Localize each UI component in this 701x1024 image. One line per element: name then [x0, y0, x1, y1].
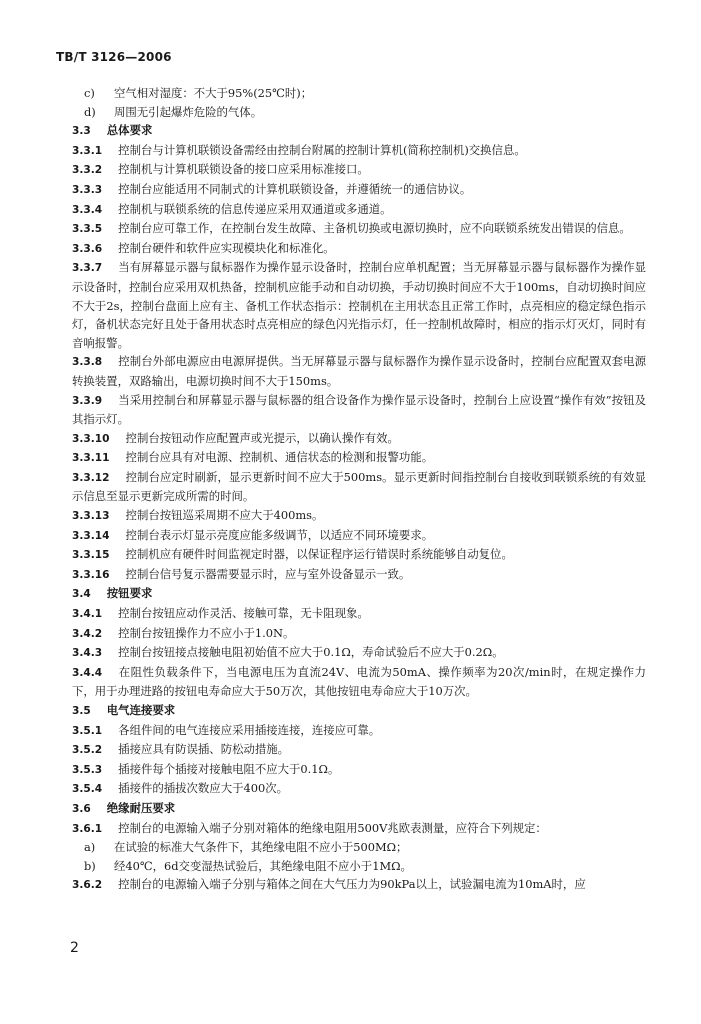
clause-text: 控制台与计算机联锁设备需经由控制台附属的控制计算机(简称控制机)交换信息。	[118, 142, 526, 157]
clause-number: 3.3.6	[72, 242, 103, 255]
section-number: 3.4	[72, 588, 91, 601]
clause-number: 3.4.4	[72, 666, 103, 679]
clause-number: 3.6.2	[72, 879, 103, 892]
clause-number: 3.5.2	[72, 744, 103, 757]
clause-number: 3.3.8	[72, 356, 103, 369]
clause-number: 3.3.14	[72, 529, 110, 542]
clause-item	[72, 258, 646, 352]
clause-number: 3.3.1	[72, 144, 103, 157]
subitem-text: 经40℃，6d交变湿热试验后，其绝缘电阻不应小于1MΩ。	[114, 858, 412, 873]
list-subitem	[72, 103, 646, 122]
section-heading	[72, 799, 646, 819]
clause-number: 3.3.2	[72, 164, 103, 177]
clause-item	[72, 468, 646, 506]
clause-item	[72, 760, 646, 780]
section-number: 3.5	[72, 705, 91, 717]
clause-item	[72, 604, 646, 624]
clause-text: 控制机与计算机联锁设备的接口应采用标准接口。	[118, 162, 369, 177]
clause-item	[72, 779, 646, 799]
section-title: 按钮要求	[106, 586, 153, 601]
clause-item	[72, 506, 646, 526]
clause-item	[72, 160, 646, 180]
clause-item	[72, 624, 646, 644]
clause-text: 控制台信号复示器需要显示时，应与室外设备显示一致。	[125, 566, 411, 581]
clause-number: 3.4.3	[72, 647, 103, 660]
clause-text: 控制台的电源输入端子分别与箱体之间在大气压力为90kPa以上，试验漏电流为10mA时，应	[118, 877, 586, 892]
clause-text: 控制台按钮动作应配置声或光提示，以确认操作有效。	[125, 430, 399, 445]
clause-number: 3.5.1	[72, 724, 103, 737]
clause-text: 插接件的插拔次数应大于400次。	[118, 781, 288, 796]
clause-item	[72, 239, 646, 259]
section-title: 电气连接要求	[106, 703, 176, 717]
clause-text: 控制台表示灯显示亮度应能多级调节，以适应不同环境要求。	[125, 527, 434, 542]
clause-text: 当采用控制台和屏幕显示器与鼠标器的组合设备作为操作显示设备时，控制台上应设置“操作有效”按钮及其指示灯。	[72, 392, 646, 427]
clause-number: 3.3.10	[72, 432, 110, 445]
clause-item	[72, 200, 646, 220]
clause-text: 插接件每个插接对接触电阻不应大于0.1Ω。	[118, 761, 340, 776]
subitem-marker: d)	[84, 104, 96, 119]
clause-number: 3.6.1	[72, 822, 103, 835]
clause-number: 3.3.13	[72, 510, 110, 523]
clause-number: 3.5.4	[72, 783, 103, 796]
clause-number: 3.3.9	[72, 394, 103, 407]
clause-number: 3.3.3	[72, 183, 103, 196]
clause-text: 控制台应具有对电源、控制机、通信状态的检测和报警功能。	[125, 450, 434, 465]
clause-text: 控制台按钮巡采周期不应大于400ms。	[125, 508, 324, 523]
clause-item	[72, 391, 646, 429]
clause-text: 控制台应可靠工作，在控制台发生故障、主备机切换或电源切换时，应不向联锁系统发出错误的信息。	[118, 221, 631, 236]
clause-text: 控制台硬件和软件应实现模块化和标准化。	[118, 240, 335, 255]
clause-number: 3.3.7	[72, 262, 103, 275]
clause-number: 3.3.12	[72, 471, 110, 484]
clause-item	[72, 141, 646, 161]
section-heading	[72, 701, 646, 721]
clause-text: 在阻性负载条件下，当电源电压为直流24V、电流为50mA、操作频率为20次/min时，在规定操作力下，用于办理进路的按钮电寿命应大于50万次，其他按钮电寿命应大于10万次。	[72, 664, 646, 699]
clause-number: 3.3.4	[72, 203, 103, 216]
clause-item	[72, 448, 646, 468]
clause-number: 3.3.11	[72, 452, 110, 465]
clause-text: 控制台按钮应动作灵活、接触可靠，无卡阻现象。	[118, 606, 369, 621]
document-body	[72, 84, 646, 895]
clause-text: 控制台按钮接点接触电阻初始值不应大于0.1Ω，寿命试验后不应大于0.2Ω。	[118, 645, 504, 660]
subitem-text: 在试验的标准大气条件下，其绝缘电阻不应小于500MΩ；	[114, 840, 408, 855]
clause-item	[72, 643, 646, 663]
clause-item	[72, 526, 646, 546]
clause-item	[72, 219, 646, 239]
section-heading	[72, 121, 646, 141]
clause-item	[72, 180, 646, 200]
clause-item	[72, 429, 646, 449]
list-subitem	[72, 857, 646, 876]
clause-text: 控制台应能适用不同制式的计算机联锁设备，并遵循统一的通信协议。	[118, 181, 472, 196]
clause-number: 3.3.15	[72, 549, 110, 562]
clause-text: 当有屏幕显示器与鼠标器作为操作显示设备时，控制台应单机配置；当无屏幕显示器与鼠标器作为操作显示设备时，控制台应采用双机热备，控制机应能手动和自动切换，手动切换时间应不大于100ms，自动切换时间应不大于2s，控制台盘面上应有主、备机工作状态指示：控制机在主用状态且正常工作时，点亮相应的稳定绿色指示灯，备机状态完好且处于备用状态时点亮相应的绿色闪光指示灯，任一控制机故障时，相应的指示灯灭灯，同时有音响报警。	[72, 260, 646, 350]
clause-text: 控制台的电源输入端子分别对箱体的绝缘电阻用500V兆欧表测量，应符合下列规定：	[118, 820, 547, 835]
clause-item	[72, 663, 646, 701]
subitem-text: 空气相对湿度：不大于95%(25℃时)；	[114, 86, 313, 100]
clause-text: 控制机与联锁系统的信息传递应采用双通道或多通道。	[118, 201, 392, 216]
subitem-marker: a)	[84, 840, 96, 855]
section-heading	[72, 584, 646, 604]
clause-text: 控制台外部电源应由电源屏提供。当无屏幕显示器与鼠标器作为操作显示设备时，控制台应配置双套电源转换装置，双路输出，电源切换时间不大于150ms。	[72, 354, 646, 388]
clause-number: 3.3.5	[72, 223, 103, 236]
clause-item	[72, 545, 646, 565]
section-title: 绝缘耐压要求	[106, 800, 176, 815]
clause-text: 各组件间的电气连接应采用插接连接，连接应可靠。	[118, 722, 381, 737]
clause-text: 控制机应有硬件时间监视定时器，以保证程序运行错误时系统能够自动复位。	[125, 547, 513, 562]
clause-text: 控制台按钮操作力不应小于1.0N。	[118, 625, 295, 640]
subitem-marker: c)	[84, 86, 95, 100]
clause-number: 3.4.1	[72, 608, 103, 621]
list-subitem	[72, 84, 646, 103]
clause-text: 控制台应定时刷新，显示更新时间不应大于500ms。显示更新时间指控制台自接收到联锁系统的有效显示信息至显示更新完成所需的时间。	[72, 469, 646, 504]
page-number: 2	[70, 940, 79, 956]
clause-item	[72, 721, 646, 741]
clause-number: 3.3.16	[72, 568, 110, 581]
standard-number-header: TB/T 3126—2006	[56, 50, 172, 64]
clause-item	[72, 875, 646, 895]
list-subitem	[72, 838, 646, 857]
section-number: 3.6	[72, 802, 91, 815]
clause-item	[72, 819, 646, 839]
section-number: 3.3	[72, 125, 91, 138]
clause-item	[72, 740, 646, 760]
clause-item	[72, 352, 646, 390]
subitem-marker: b)	[84, 858, 96, 873]
clause-text: 插接应具有防误插、防松动措施。	[118, 742, 290, 757]
section-title: 总体要求	[106, 123, 153, 138]
clause-item	[72, 565, 646, 585]
clause-number: 3.4.2	[72, 627, 103, 640]
clause-number: 3.5.3	[72, 763, 103, 776]
subitem-text: 周围无引起爆炸危险的气体。	[114, 104, 263, 119]
